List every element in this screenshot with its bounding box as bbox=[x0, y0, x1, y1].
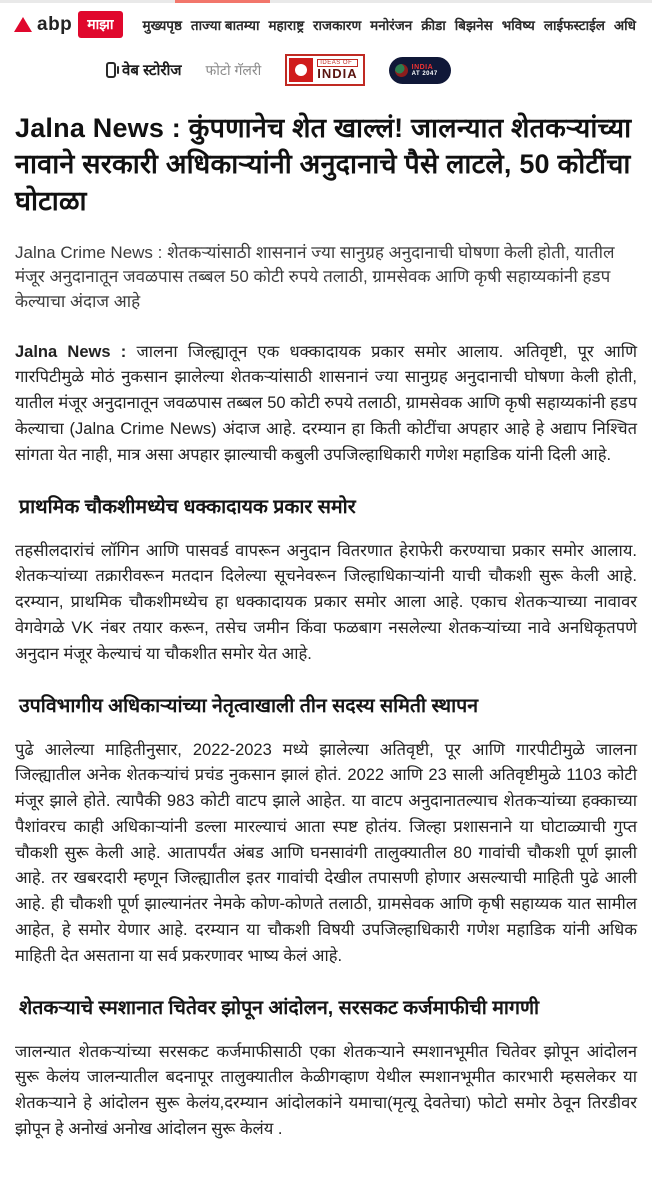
ideas-of-india-bottom-text: INDIA bbox=[317, 65, 358, 81]
article-headline: Jalna News : कुंपणानेच शेत खाल्लं! जालन्यात शेतकऱ्यांच्या नावाने सरकारी अधिकाऱ्यांनी अनुदानाचे पैसे लाटले, 50 कोटींचा घोटाळा bbox=[15, 113, 632, 216]
article-paragraph-2: तहसीलदारांचं लॉगिन आणि पासवर्ड वापरून अनुदान वितरणात हेराफेरी करण्याचा प्रकार समोर आलाय. शेतकऱ्यांच्या तक्रारीवरून मतदान दिलेल्या सूचनेवरून जिल्हाधिकाऱ्यांनी याची चौकशी सुरू केली आहे. दरम्यान, प्राथमिक चौकशीमध्येच हा धक्कादायक प्रकार समोर आला आहे. एकाच शेतकऱ्याच्या नावावर वेगवेगळे VK नंबर तयार करून, तसेच जमीन किंवा फळबाग नसलेल्या शेतकऱ्यांच्या नावे अनधिकृतपणे अनुदान मंजूर केल्याचं या चौकशीत समोर येत आहे. bbox=[15, 541, 637, 663]
ideas-of-india-logo[interactable] bbox=[285, 54, 364, 86]
section-heading-2: उपविभागीय अधिकाऱ्यांच्या नेतृत्वाखाली तीन सदस्य समिती स्थापन bbox=[19, 695, 479, 718]
secondary-navigation bbox=[0, 44, 652, 98]
article-paragraph-1 bbox=[15, 340, 637, 469]
page-progress-track bbox=[0, 0, 652, 3]
nav-item-latest-news[interactable]: ताज्या बातम्या bbox=[190, 17, 260, 33]
article-paragraph-3: पुढे आलेल्या माहितीनुसार, 2022-2023 मध्ये झालेल्या अतिवृष्टी, पूर आणि गारपीटीमुळे जालना जिल्ह्यातील अनेक शेतकऱ्यांचं प्रचंड नुकसान झालं होतं. 2022 आणि 23 साली अतिवृष्टीमुळे 1103 कोटी मंजूर झाले होते. त्यापैकी 983 कोटी वाटप झाले आहेत. या वाटप अनुदानातल्याच शेतकऱ्यांच्या हक्काच्या पैशांवरच काही अधिकाऱ्यांनी डल्ला मारल्याचं आता स्पष्ट होतंय. जिल्हा प्रशासनाने या घोटाळ्याची गुप्त चौकशी सुरू केली आहे. आतापर्यंत अंबड आणि घनसावंगी तालुक्यातील 80 गावांची चौकशी पूर्ण झाली आहे. तर खबरदारी म्हणून जिल्ह्यातील इतर गावांची देखील तपासणी होणार असल्याची माहिती पुढे आली आहे. ही चौकशी पूर्ण झाल्यानंतर नेमके कोण-कोणते तलाठी, ग्रामसेवक आणि कृषी सहाय्यक यात सामील आहेत, हे समोर येणार आहे. दरम्यान या चौकशी विषयी उपजिल्हाधिकारी गणेश महाडिक यांनी अधिक माहिती देत असताना या सर्व प्रकरणावर भाष्य केलं आहे. bbox=[15, 740, 637, 965]
top-navigation bbox=[0, 3, 652, 44]
ideas-of-india-top-text: IDEAS OF bbox=[317, 59, 357, 67]
article-summary: Jalna Crime News : शेतकऱ्यांसाठी शासनानं ज्या सानुग्रह अनुदानाची घोषणा केली होती, यातील मंजूर अनुदानातून जवळपास तब्बल 50 कोटी रुपये तलाठी, ग्रामसेवक आणि कृषी सहाय्यकांनी हडप केल्याचा अंदाज आहे bbox=[15, 243, 615, 311]
nav-item-more[interactable]: अधि bbox=[613, 17, 636, 33]
page-progress-fill bbox=[175, 0, 270, 3]
india-at-2047-globe-icon bbox=[395, 64, 408, 77]
india-at-2047-logo[interactable] bbox=[389, 57, 451, 84]
logo-edition-badge: माझा bbox=[78, 11, 122, 38]
logo-brand-text: abp bbox=[37, 13, 73, 35]
article-paragraph-4: जालन्यात शेतकऱ्यांच्या सरसकट कर्जमाफीसाठी एका शेतकऱ्याने स्मशानभूमीत चितेवर झोपून आंदोलन सुरू केलंय जालन्यातील बदनापूर तालुक्यातील केळीगव्हाण येथील स्मशानभूमीत कारभारी म्हसलेकर या शेतकऱ्याने हे आंदोलन सुरू केलंय,दरम्यान आंदोलकांने यमाचा(मृत्यू देवतेचा) फोटो समोर ठेवून तिरडीवर झोपून हे अनोखं अनोख आंदोलन सुरू केलंय . bbox=[15, 1042, 637, 1138]
web-stories-label: वेब स्टोरीज bbox=[122, 62, 182, 79]
paragraph-1-text: जालना जिल्ह्यातून एक धक्कादायक प्रकार समोर आलाय. अतिवृष्टी, पूर आणि गारपिटीमुळे मोठं नुकसान झालेल्या शेतकऱ्यांसाठी शासनानं ज्या सानुग्रह अनुदानाची घोषणा केली होती, यातील मंजूर अनुदानातून जवळपास तब्बल 50 कोटी रुपये तलाठी, ग्रामसेवक आणि कृषी सहाय्यकांनी हडप केल्याचा (Jalna Crime News) अंदाज आहे. दरम्यान हा किती कोटींचा अपहार आहे हे अद्याप निश्चित सांगता येत नाही, मात्र असा अपहार झाल्याची कबुली उपजिल्हाधिकारी गणेश महाडिक यांनी दिली आहे. bbox=[15, 342, 637, 464]
web-stories-link[interactable] bbox=[106, 60, 182, 80]
photo-gallery-link[interactable]: फोटो गॅलरी bbox=[205, 61, 262, 78]
nav-item-home[interactable]: मुख्यपृष्ठ bbox=[142, 17, 182, 33]
india-at-2047-line1: INDIA bbox=[411, 63, 434, 71]
nav-item-astrology[interactable]: भविष्य bbox=[501, 17, 535, 33]
section-heading-3: शेतकऱ्याचे स्मशानात चितेवर झोपून आंदोलन, सरसकट कर्जमाफीची मागणी bbox=[19, 997, 540, 1020]
nav-item-maharashtra[interactable]: महाराष्ट्र bbox=[268, 17, 305, 33]
nav-item-politics[interactable]: राजकारण bbox=[313, 17, 362, 33]
article-body bbox=[0, 98, 652, 1187]
nav-item-sports[interactable]: क्रीडा bbox=[421, 17, 446, 33]
ideas-of-india-icon bbox=[289, 58, 313, 82]
nav-item-lifestyle[interactable]: लाईफस्टाईल bbox=[543, 17, 605, 33]
nav-item-entertainment[interactable]: मनोरंजन bbox=[370, 17, 413, 33]
section-heading-1: प्राथमिक चौकशीमध्येच धक्कादायक प्रकार समोर bbox=[19, 496, 356, 519]
india-at-2047-line2: AT 2047 bbox=[411, 70, 438, 77]
paragraph-1-lead: Jalna News : bbox=[15, 342, 127, 361]
abp-triangle-icon bbox=[14, 17, 32, 32]
primary-nav bbox=[141, 12, 639, 38]
nav-item-business[interactable]: बिझनेस bbox=[454, 17, 493, 33]
web-stories-icon bbox=[106, 62, 116, 78]
abp-majha-logo[interactable] bbox=[14, 11, 123, 38]
